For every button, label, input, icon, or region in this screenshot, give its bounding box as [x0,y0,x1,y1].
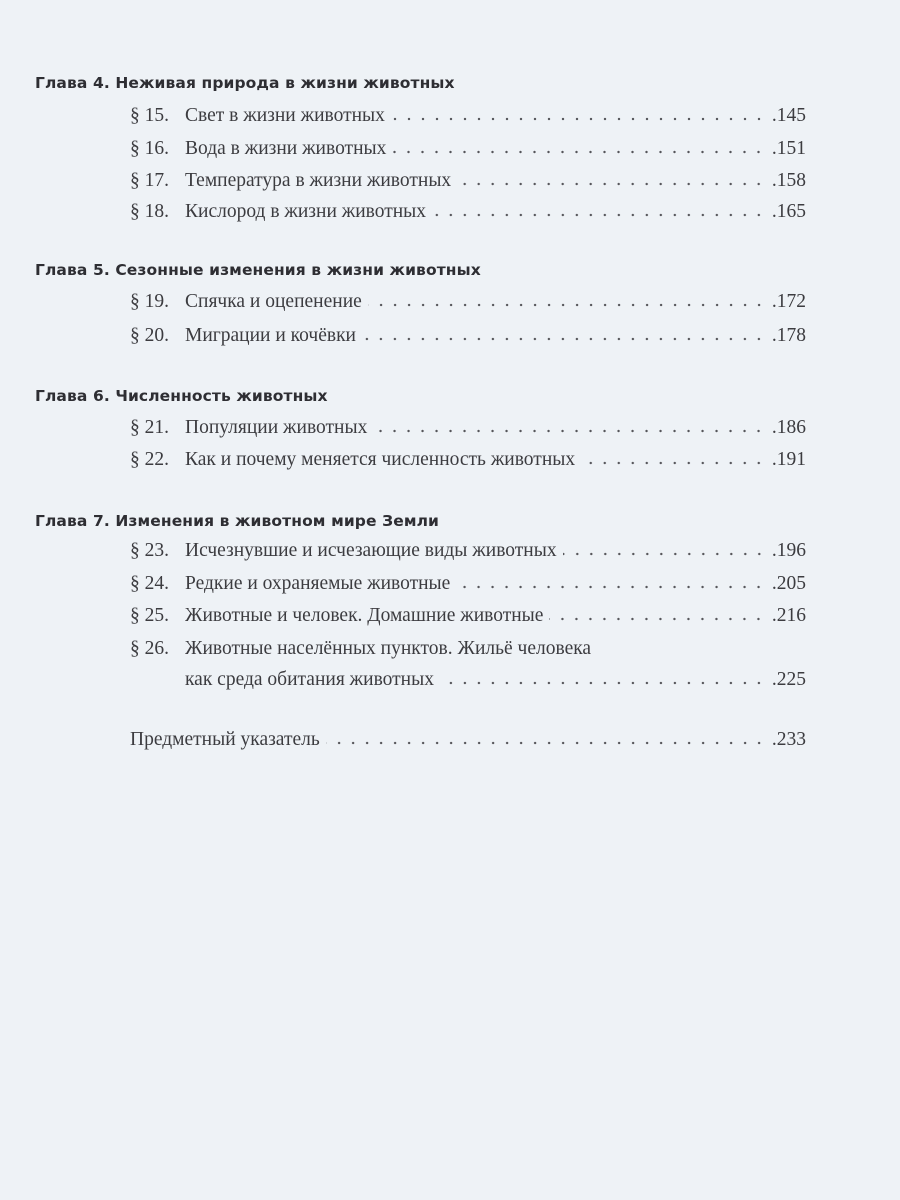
toc-entry-19[interactable] [130,291,806,322]
entry-number: § 21. [130,417,169,438]
toc-entry-25[interactable] [130,605,806,636]
entry-number: § 18. [130,201,169,222]
dot-leader [392,150,766,154]
entry-number: § 22. [130,449,169,470]
dot-leader [440,681,766,685]
toc-entry-16[interactable] [130,138,806,169]
entry-title: Животные населённых пунктов. Жильё человека [185,638,592,659]
entry-title: Популяции животных [185,417,368,438]
entry-number: § 23. [130,540,169,561]
entry-number: § 16. [130,138,169,159]
dot-leader [563,552,766,556]
entry-number: § 20. [130,325,169,346]
toc-entry-22[interactable] [130,449,806,480]
chapter-7-heading: Глава 7. Изменения в животном мире Земли [35,512,440,530]
entry-page: .165 [771,201,806,222]
entry-page: .216 [771,605,806,626]
toc-entry-26[interactable] [130,638,806,700]
toc-entry-24[interactable] [130,573,806,604]
entry-number: § 19. [130,291,169,312]
entry-title: Как и почему меняется численность животных [185,449,576,470]
dot-leader [368,303,766,307]
chapter-6-heading: Глава 6. Численность животных [35,387,328,405]
entry-title: Животные и человек. Домашние животные [185,605,544,626]
toc-entry-15[interactable] [130,105,806,136]
dot-leader [581,461,766,465]
chapter-4-heading: Глава 4. Неживая природа в жизни животных [35,74,455,92]
entry-page: .233 [771,729,806,750]
dot-leader [432,213,766,217]
entry-page: .151 [771,138,806,159]
dot-leader [549,617,765,621]
entry-title: Миграции и кочёвки [185,325,356,346]
dot-leader [326,741,766,745]
entry-page: .172 [771,291,806,312]
toc-entry-23[interactable] [130,540,806,571]
entry-page: .186 [771,417,806,438]
entry-title-continuation: как среда обитания животных [185,669,434,690]
entry-number: § 15. [130,105,169,126]
entry-page: .225 [771,669,806,690]
entry-number: § 26. [130,638,169,659]
dot-leader [373,429,766,433]
toc-entry-21[interactable] [130,417,806,448]
toc-entry-17[interactable] [130,170,806,201]
entry-page: .145 [771,105,806,126]
entry-number: § 24. [130,573,169,594]
chapter-5-heading: Глава 5. Сезонные изменения в жизни животных [35,261,481,279]
entry-page: .196 [771,540,806,561]
entry-title: Предметный указатель [130,729,320,750]
entry-title: Исчезнувшие и исчезающие виды животных [185,540,557,561]
entry-title: Температура в жизни животных [185,170,452,191]
entry-page: .158 [771,170,806,191]
entry-title: Свет в жизни животных [185,105,385,126]
entry-page: .205 [771,573,806,594]
dot-leader [457,182,766,186]
toc-entry-18[interactable] [130,201,806,232]
entry-title: Вода в жизни животных [185,138,387,159]
dot-leader [362,337,766,341]
entry-title: Редкие и охраняемые животные [185,573,451,594]
entry-page: .178 [771,325,806,346]
entry-title: Кислород в жизни животных [185,201,427,222]
entry-number: § 25. [130,605,169,626]
dot-leader [391,117,766,121]
entry-number: § 17. [130,170,169,191]
toc-entry-subject-index[interactable] [130,729,806,760]
dot-leader [456,585,766,589]
entry-title: Спячка и оцепенение [185,291,362,312]
entry-page: .191 [771,449,806,470]
toc-entry-20[interactable] [130,325,806,356]
